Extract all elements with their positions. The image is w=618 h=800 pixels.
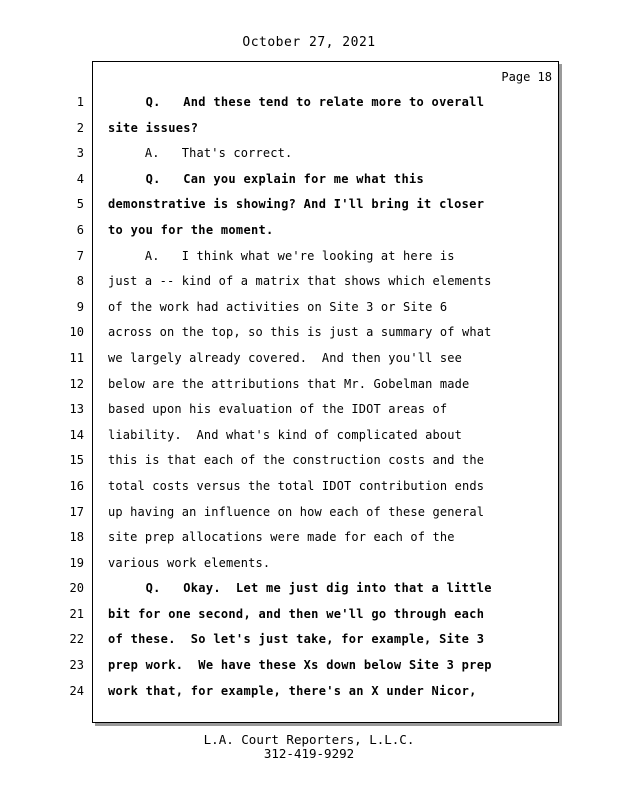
transcript-line [0,372,618,398]
line-text: bit for one second, and then we'll go through each [108,606,485,621]
line-number: 21 [69,606,84,621]
line-text: across on the top, so this is just a summary of what [108,325,492,340]
line-number: 11 [69,350,84,365]
line-number: 20 [69,581,84,596]
line-number: 8 [76,274,84,289]
line-number: 2 [76,120,84,135]
line-text: of these. So let's just take, for example, Site 3 [108,632,485,647]
transcript-line [0,448,618,474]
transcript-line [0,679,618,705]
line-number: 12 [69,376,84,391]
line-text: site prep allocations were made for each of the [108,530,455,545]
line-text: prep work. We have these Xs down below Site 3 prep [108,658,492,673]
line-text: of the work had activities on Site 3 or Site 6 [108,299,448,314]
transcript-line [0,627,618,653]
line-text: just a -- kind of a matrix that shows which elements [108,274,492,289]
line-text: total costs versus the total IDOT contribution ends [108,478,485,493]
line-text: A. That's correct. [108,146,293,161]
line-number: 6 [76,222,84,237]
line-number: 13 [69,402,84,417]
line-text: to you for the moment. [108,222,274,237]
transcript-line [0,218,618,244]
transcript-line [0,525,618,551]
line-number: 3 [76,146,84,161]
transcript-line [0,269,618,295]
line-number: 4 [76,171,84,186]
transcript-line [0,141,618,167]
line-number: 1 [76,95,84,109]
transcript-lines [0,90,618,704]
footer-company: L.A. Court Reporters, L.L.C. [203,732,415,747]
transcript-line [0,423,618,449]
line-number: 22 [69,632,84,647]
transcript-line [0,551,618,577]
line-text: A. I think what we're looking at here is [108,248,455,263]
line-number: 10 [69,325,84,340]
transcript-line [0,602,618,628]
transcript-line [0,295,618,321]
line-text: work that, for example, there's an X under Nicor, [108,683,477,698]
line-number: 23 [69,658,84,673]
line-text: based upon his evaluation of the IDOT areas of [108,402,448,417]
line-number: 17 [69,504,84,519]
line-text: below are the attributions that Mr. Gobelman made [108,376,470,391]
line-number: 9 [76,299,84,314]
transcript-line [0,397,618,423]
line-number: 15 [69,453,84,468]
line-number: 5 [76,197,84,212]
transcript-line [0,576,618,602]
line-number: 19 [69,555,84,570]
footer [0,733,618,761]
transcript-line [0,192,618,218]
line-number: 18 [69,530,84,545]
line-text: liability. And what's kind of complicated about [108,427,462,442]
line-text: Q. Can you explain for me what this [108,171,425,186]
transcript-line [0,346,618,372]
line-number: 16 [69,478,84,493]
page-number: Page 18 [501,70,552,84]
line-number: 24 [69,683,84,698]
line-number: 7 [76,248,84,263]
line-text: up having an influence on how each of these general [108,504,485,519]
transcript-line [0,167,618,193]
line-text: Q. Okay. Let me just dig into that a little [108,581,492,596]
line-text: various work elements. [108,555,271,570]
line-text: this is that each of the construction costs and the [108,453,485,468]
footer-phone: 312-419-9292 [263,746,355,761]
transcript-line [0,90,618,116]
transcript-line [0,653,618,679]
line-text: we largely already covered. And then you'll see [108,350,462,365]
transcript-line [0,500,618,526]
line-number: 14 [69,427,84,442]
line-text: site issues? [108,120,199,135]
transcript-line [0,320,618,346]
transcript-line [0,116,618,142]
line-text: Q. And these tend to relate more to overall [108,95,485,109]
header-date: October 27, 2021 [242,35,376,50]
transcript-line [0,474,618,500]
transcript-line [0,244,618,270]
line-text: demonstrative is showing? And I'll bring it closer [108,197,485,212]
